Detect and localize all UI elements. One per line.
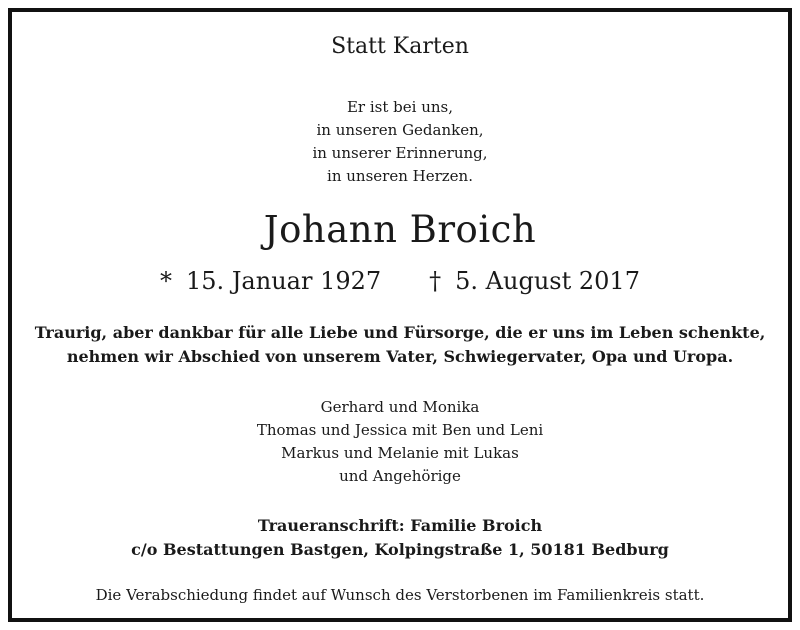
address-line: c/o Bestattungen Bastgen, Kolpingstraße 1, 50181 Bedburg [131,540,669,559]
deceased-name: Johann Broich [263,208,537,251]
mourner-line: und Angehörige [339,467,461,485]
mourner-line: Thomas und Jessica mit Ben und Leni [256,421,544,439]
closing-note: Die Verabschiedung findet auf Wunsch des Verstorbenen im Familienkreis statt. [95,586,705,604]
birth-date: 15. Januar 1927 [186,267,382,295]
mourners-list [12,396,788,488]
obituary-notice [8,8,792,622]
poem [12,96,788,188]
poem-line: in unserer Erinnerung, [312,144,488,162]
mourner-line: Markus und Melanie mit Lukas [281,444,519,462]
poem-line: Er ist bei uns, [346,98,453,116]
life-dates [12,267,788,295]
mourner-line: Gerhard und Monika [320,398,480,416]
message-line: nehmen wir Abschied von unserem Vater, Schwiegervater, Opa und Uropa. [66,347,734,366]
poem-line: in unseren Herzen. [327,167,473,185]
farewell-message [12,321,788,369]
address-line: Traueranschrift: Familie Broich [257,516,543,535]
mourning-address [12,514,788,562]
birth-star-icon: * [160,267,173,295]
notice-heading: Statt Karten [331,34,469,59]
message-line: Traurig, aber dankbar für alle Liebe und Fürsorge, die er uns im Leben schenkte, [34,323,766,342]
death-date: 5. August 2017 [455,267,640,295]
poem-line: in unseren Gedanken, [316,121,484,139]
death-cross-icon: † [429,267,442,295]
